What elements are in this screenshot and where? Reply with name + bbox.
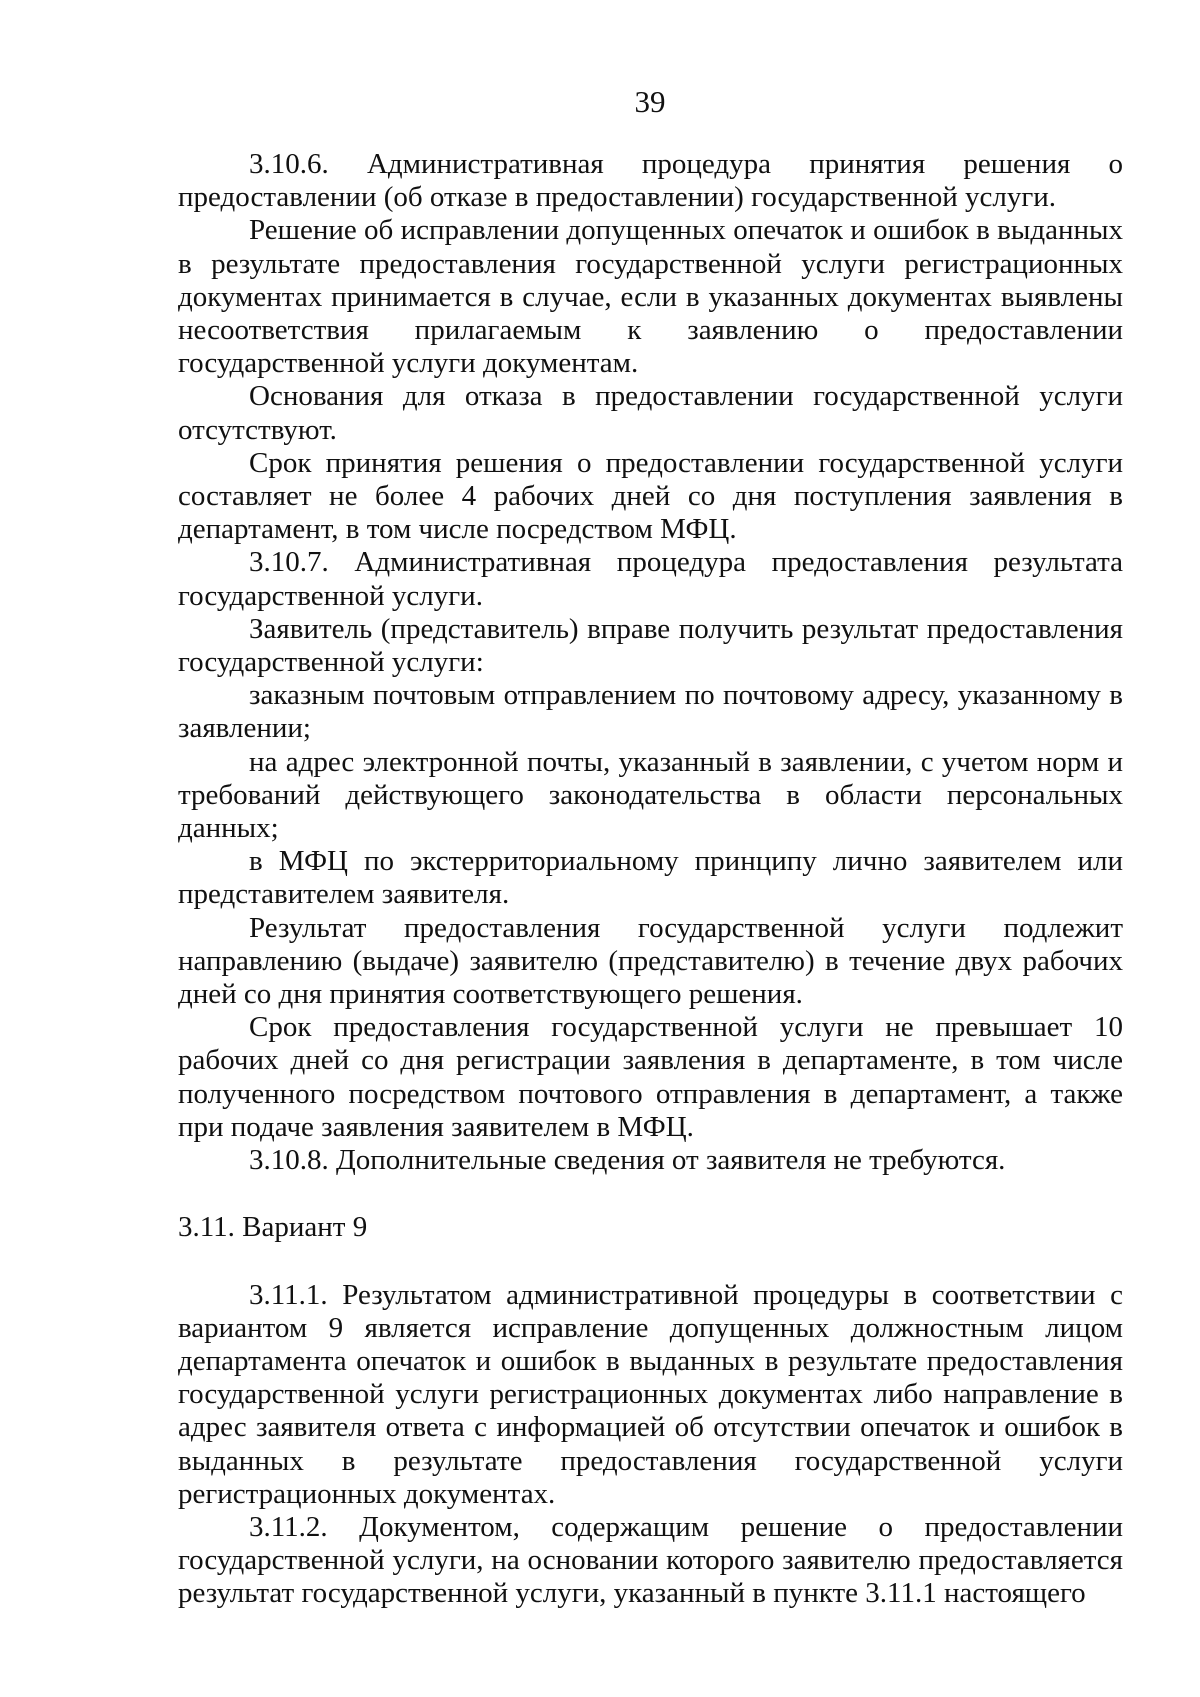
paragraph-mfc-delivery: в МФЦ по экстерриториальному принципу лично заявителем или представителем заявителя. xyxy=(178,845,1123,911)
paragraph-decision-term: Срок принятия решения о предоставлении государственной услуги составляет не более 4 рабочих дней со дня поступления заявления в департамент, в том числе посредством МФЦ. xyxy=(178,446,1123,546)
section-heading: 3.11. Вариант 9 xyxy=(178,1211,368,1244)
paragraph-3-10-7: 3.10.7. Административная процедура предоставления результата государственной услуги. xyxy=(178,546,1123,612)
paragraph-postal-delivery: заказным почтовым отправлением по почтовому адресу, указанному в заявлении; xyxy=(178,679,1123,745)
paragraph-refusal-grounds: Основания для отказа в предоставлении государственной услуги отсутствуют. xyxy=(178,380,1123,446)
paragraph-3-11-1: 3.11.1. Результатом административной процедуры в соответствии с вариантом 9 является исправление допущенных должностным лицом департамента опечаток и ошибок в выданных в результате предоставления государственной услуги регистрационных документах либо направление в адрес заявителя ответа с информацией об отсутствии опечаток и ошибок в выданных в результате предоставления государственной услуги регистрационных документах. xyxy=(178,1278,1123,1510)
document-body xyxy=(178,148,1123,1611)
paragraph-service-term: Срок предоставления государственной услуги не превышает 10 рабочих дней со дня регистрации заявления в департаменте, в том числе полученного посредством почтового отправления в департамент, а также при подаче заявления заявителем в МФЦ. xyxy=(178,1011,1123,1143)
paragraph-3-10-6: 3.10.6. Административная процедура принятия решения о предоставлении (об отказе в предоставлении) государственной услуги. xyxy=(178,148,1123,214)
paragraph-3-10-8: 3.10.8. Дополнительные сведения от заявителя не требуются. xyxy=(249,1144,1006,1177)
paragraph-result-direction: Результат предоставления государственной услуги подлежит направлению (выдаче) заявителю (представителю) в течение двух рабочих дней со дня принятия соответствующего решения. xyxy=(178,911,1123,1011)
paragraph-result-options: Заявитель (представитель) вправе получить результат предоставления государственной услуги: xyxy=(178,612,1123,679)
page-number: 39 xyxy=(634,84,666,119)
paragraph-email-delivery: на адрес электронной почты, указанный в заявлении, с учетом норм и требований действующего законодательства в области персональных данных; xyxy=(178,745,1123,845)
paragraph-3-11-2: 3.11.2. Документом, содержащим решение о предоставлении государственной услуги, на основании которого заявителю предоставляется результат государственной услуги, указанный в пункте 3.11.1 настоящего xyxy=(178,1510,1123,1610)
paragraph-correction-decision: Решение об исправлении допущенных опечаток и ошибок в выданных в результате предоставления государственной услуги регистрационных документах принимается в случае, если в указанных документах выявлены несоответствия прилагаемым к заявлению о предоставлении государственной услуги документам. xyxy=(178,214,1123,380)
